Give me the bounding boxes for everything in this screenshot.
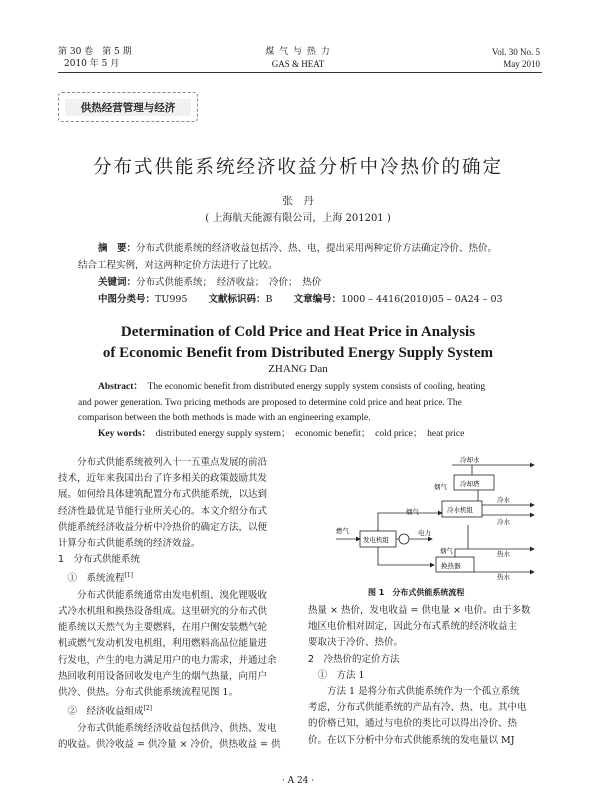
label-cooling-tower: 冷却塔 — [460, 480, 480, 488]
citation-ref: [1] — [124, 572, 134, 580]
label-hot-water-1: 热水 — [497, 550, 510, 558]
subsection-1-2-title: ② 经济收益组成 — [58, 706, 144, 718]
text-line: 要取决于冷价、热价。 — [308, 637, 404, 649]
journal-name-en: GAS & HEAT — [271, 59, 325, 69]
column-label: 供热经营管理与经济 — [65, 99, 191, 116]
article-number-label: 文章编号： — [293, 294, 342, 305]
text-line: 供冷、供热。分布式供能系统流程见图 1。 — [58, 687, 239, 698]
abstract-en-line2: and power generation. Two pricing methods are proposed to determine cold price and heat price. The — [78, 397, 462, 408]
label-generator: 发电机组 — [363, 536, 389, 544]
process-paragraph — [58, 588, 294, 701]
citation-ref: [2] — [143, 705, 153, 713]
subsection-1-1-title: ① 系统流程 — [58, 573, 125, 585]
text-line: 式冷水机组和换热设备组成。这里研究的分布式供 — [58, 605, 268, 617]
paper-title-en-line1: Determination of Cold Price and Heat Price in Analysis — [120, 324, 476, 340]
page-number: · A 24 · — [281, 776, 315, 786]
text-line: 的价格已知，通过与电价的类比可以得出冷价、热 — [308, 718, 518, 730]
section-heading-1: 1 分布式供能系统 — [58, 554, 141, 566]
header-date-cn: 2010 年 5 月 — [64, 59, 120, 69]
keywords-en-text: distributed energy supply system； economic benefit； cold price； heat price — [155, 429, 465, 439]
keywords-en — [98, 427, 464, 443]
header-rule — [58, 72, 542, 73]
header-volume-en: Vol. 30 No. 5 — [491, 47, 540, 57]
article-number-value: 1000 – 4416(2010)05 – 0A24 – 03 — [341, 294, 503, 305]
label-cold-water-2: 冷水 — [497, 518, 510, 526]
author-en: ZHANG Dan — [268, 363, 328, 375]
keywords-cn-label: 关键词： — [98, 277, 137, 288]
affiliation-cn: ( 上海航天能源有限公司，上海 201201 ) — [205, 213, 391, 224]
abstract-en-line1-wrap — [98, 380, 544, 396]
text-line: 供能系统经济收益分析中冷热价的确定方法，以便 — [58, 521, 268, 533]
text-line: 机或燃气发动机发电机组，利用燃料高品位能量进 — [58, 638, 268, 650]
subsection-2-1: ① 方法 1 — [308, 669, 365, 681]
text-line: 展。如何给具体建筑配置分布式供能系统，以达到 — [58, 489, 268, 501]
keywords-cn — [98, 274, 321, 291]
abstract-en-label: Abstract： — [98, 382, 143, 392]
label-heat-exchanger: 换热器 — [441, 562, 461, 570]
benefit-continued-paragraph — [308, 603, 544, 652]
text-line: 分布式供能系统通常由发电机组、溴化锂吸收 — [58, 589, 268, 601]
section-heading-2: 2 冷热价的定价方法 — [308, 653, 400, 665]
text-line: 经济性最优是节能行业所关心的。本文介绍分布式 — [58, 505, 268, 517]
text-line: 技术，近年来我国出台了许多相关的政策鼓励其发 — [58, 473, 268, 485]
keywords-en-label: Key words： — [98, 429, 152, 439]
header-date-en: May 2010 — [503, 59, 540, 69]
subsection-1-1 — [58, 568, 294, 587]
label-gas: 燃气 — [336, 527, 349, 535]
subsection-1-2 — [58, 701, 294, 720]
method-1-paragraph — [308, 684, 544, 749]
label-flue-gas-1: 烟气 — [434, 483, 447, 491]
clc-value: TU995 — [155, 294, 188, 305]
abstract-cn-line1: 分布式供能系统的经济收益包括冷、热、电，提出采用两种定价方法确定冷价、热价。 — [136, 243, 498, 254]
doc-code-value: B — [265, 294, 273, 305]
label-flue-gas-3: 烟气 — [440, 547, 453, 555]
text-line: 热量 × 热价，发电收益 = 供电量 × 电价。由于多数 — [308, 605, 531, 616]
text-line: 考虑，分布式供能系统的产品有冷、热、电。其中电 — [308, 702, 527, 714]
label-chiller: 冷水机组 — [447, 506, 473, 514]
label-hot-water-2: 热水 — [497, 573, 510, 581]
clc-label: 中图分类号： — [98, 294, 156, 305]
text-line: 行发电，产生的电力满足用户的电力需求，并通过余 — [58, 654, 277, 666]
benefit-paragraph — [58, 721, 294, 753]
figure-1-caption: 图 1 分布式供能系统流程 — [368, 588, 465, 597]
left-column — [58, 455, 294, 753]
text-line: 热回收利用设备回收发电产生的烟气热量，向用户 — [58, 670, 268, 682]
doc-code-label: 文献标识码： — [208, 294, 266, 305]
text-line: 计算分布式供能系统的经济效益。 — [58, 538, 201, 550]
label-cooling-water: 冷却水 — [460, 456, 480, 464]
text-line: 方法 1 是将分布式供能系统作为一个孤立系统 — [308, 686, 520, 698]
paper-title-cn: 分布式供能系统经济收益分析中冷热价的确定 — [92, 157, 503, 178]
journal-name-cn: 煤 气 与 热 力 — [265, 47, 331, 57]
right-column — [308, 603, 544, 749]
label-power: 电力 — [418, 529, 431, 537]
classification-line — [98, 291, 503, 308]
text-line: 分布式供能系统被列入十一五重点发展的前沿 — [58, 457, 268, 468]
header-volume-cn: 第 30 卷 第 5 期 — [58, 47, 132, 57]
abstract-cn-label: 摘 要： — [98, 243, 137, 254]
power-output-symbol — [399, 534, 409, 544]
abstract-en-line3: comparison between the both methods is made with an engineering example. — [78, 413, 371, 423]
author-cn: 张 丹 — [282, 195, 314, 207]
text-line: 的收益。供冷收益 = 供冷量 × 冷价，供热收益 = 供 — [58, 738, 281, 750]
intro-paragraph — [58, 455, 294, 552]
text-line: 价。在以下分析中分布式供能系统的发电量以 MJ — [308, 734, 515, 746]
paper-title-en-line2: of Economic Benefit from Distributed Energy Supply System — [102, 345, 494, 361]
keywords-cn-text: 分布式供能系统； 经济收益； 冷价； 热价 — [136, 277, 322, 288]
text-line: 分布式供能系统经济收益包括供冷、供热、发电 — [58, 722, 277, 734]
label-flue-gas-2: 烟气 — [406, 508, 419, 516]
text-line: 地区电价相对固定，因此分布式系统的经济收益主 — [308, 621, 518, 633]
figure-1-flow-diagram — [314, 453, 544, 583]
column-badge — [58, 92, 198, 122]
abstract-en-line1: The economic benefit from distributed energy supply system consists of cooling, heating — [147, 382, 486, 392]
abstract-cn — [98, 240, 548, 257]
text-line: 能系统以天然气为主要燃料，在用户侧安装燃气轮 — [58, 622, 268, 634]
abstract-cn-line2: 结合工程实例，对这两种定价方法进行了比较。 — [78, 260, 278, 271]
label-cold-water-1: 冷水 — [497, 496, 510, 504]
